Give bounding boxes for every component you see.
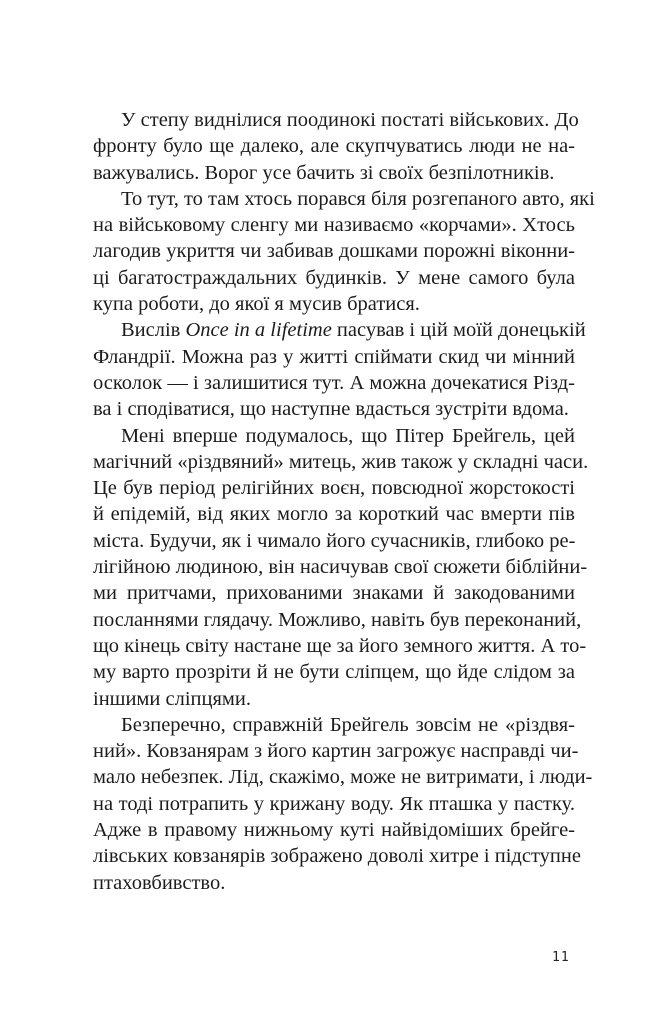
line-text: лагодив укриття чи забивав дошками порожні віконни- <box>93 240 575 263</box>
line-text: осколок — і залишитися тут. А можна дочекатися Різд- <box>93 371 575 394</box>
line-text: То тут, то там хтось порався біля розгепаного авто, які <box>121 187 595 210</box>
line-text: міста. Будучи, як і чимало його сучасників, глибоко ре- <box>93 529 576 552</box>
text-line <box>93 817 575 843</box>
line-text: пасував і цій моїй донецькій <box>331 319 586 342</box>
text-line <box>93 686 575 712</box>
text-line <box>93 870 575 896</box>
line-text: на тоді потрапить у крижану воду. Як пташка у пастку. <box>93 792 575 815</box>
text-line <box>93 212 575 238</box>
text-line <box>93 738 579 764</box>
text-line <box>93 607 582 633</box>
text-line <box>93 554 588 580</box>
line-text: важувались. Ворог усе бачить зі своїх безпілотників. <box>93 161 555 184</box>
line-text: ний». Ковзанярам з його картин загрожує насправді чи- <box>93 740 579 763</box>
line-text: Вислів <box>121 319 186 342</box>
text-line <box>93 186 595 212</box>
line-text: Безперечно, справжній Брейгель зовсім не «різдвя- <box>121 713 575 736</box>
line-text: У степу виднілися поодинокі постаті військових. До <box>121 109 579 131</box>
text-line <box>93 791 575 817</box>
paragraph <box>93 317 586 422</box>
text-line <box>93 475 575 501</box>
line-text: купа роботи, до якої я мусив братися. <box>93 293 420 316</box>
text-line <box>93 659 575 685</box>
text-line <box>93 238 575 264</box>
text-line <box>93 528 575 554</box>
text-line <box>93 712 575 738</box>
page-number: 11 <box>552 950 570 965</box>
paragraph <box>93 186 595 317</box>
text-line <box>93 501 575 527</box>
line-text: магічний «різдвяний» митець, жив також у складні часи. <box>93 450 589 473</box>
line-text: іншими сліпцями. <box>93 687 251 710</box>
paragraph <box>93 712 593 896</box>
line-text: Це був період релігійних воєн, повсюдної жорстокості <box>93 477 575 500</box>
line-text: Адже в правому нижньому куті найвідоміших брейге- <box>93 819 575 842</box>
text-line <box>93 843 581 869</box>
line-text: фронту було ще далеко, але скупчуватись люди не на- <box>93 135 575 158</box>
text-line <box>93 423 575 449</box>
text-line <box>93 107 579 133</box>
text-line <box>93 449 589 475</box>
line-text: на військовому сленгу ми називаємо «корчами». Хтось <box>93 214 575 237</box>
page-body <box>93 107 595 896</box>
text-line <box>93 265 575 291</box>
line-text: ва і сподіватися, що наступне вдасться зустріти вдома. <box>93 398 569 421</box>
text-line <box>93 633 587 659</box>
line-text: Фландрії. Можна раз у житті спіймати скид чи мінний <box>93 345 575 368</box>
line-text: посланнями глядачу. Можливо, навіть був переконаний, <box>93 608 582 631</box>
text-line <box>93 580 575 606</box>
text-line <box>93 370 575 396</box>
text-line <box>93 291 575 317</box>
text-line <box>93 396 575 422</box>
line-text: Мені вперше подумалось, що Пітер Брейгель, цей <box>121 424 575 447</box>
line-text: му варто прозріти й не бути сліпцем, що йде слідом за <box>93 661 575 684</box>
line-text: птаховбивство. <box>93 871 226 894</box>
text-line <box>93 764 593 790</box>
text-line <box>93 317 586 343</box>
line-text: й епідемій, від яких могло за короткий час вмерти пів <box>93 503 575 526</box>
paragraph <box>93 423 589 712</box>
line-text: лігійною людиною, він насичував свої сюжети біблійни- <box>93 556 588 579</box>
line-text: лівських ковзанярів зображено доволі хитре і підступне <box>93 845 581 868</box>
line-text: ми притчами, прихованими знаками й закодованими <box>93 582 575 605</box>
italic-phrase: Once in a lifetime <box>185 319 332 342</box>
line-text: мало небезпек. Лід, скажімо, може не витримати, і люди- <box>93 766 593 789</box>
line-text: що кінець світу настане ще за його земного життя. А то- <box>93 634 587 657</box>
line-text: ці багатостраждальних будинків. У мене самого була <box>93 266 575 289</box>
text-line <box>93 133 575 159</box>
text-line <box>93 160 575 186</box>
paragraph <box>93 107 579 186</box>
text-line <box>93 344 575 370</box>
